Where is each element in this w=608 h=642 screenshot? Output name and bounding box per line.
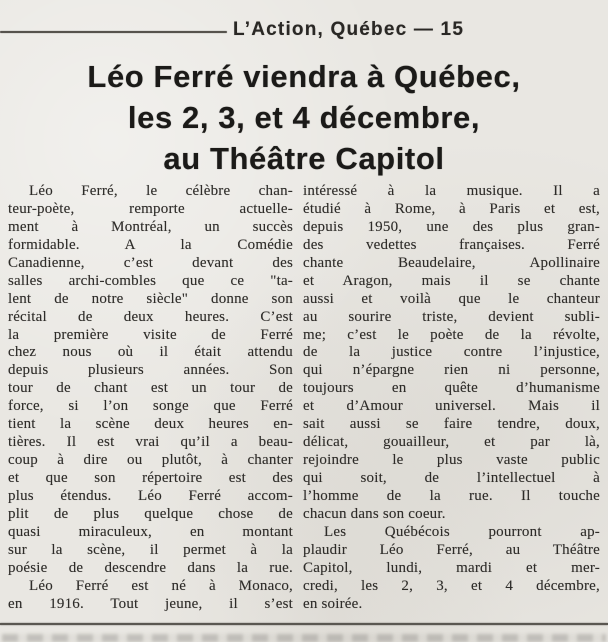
article-line: formidable. A la Comédie	[8, 236, 293, 253]
article-line: tières. Il est vrai qu’il a beau-	[8, 434, 293, 451]
article-line: qui n’épargne rien ni personne,	[303, 362, 600, 379]
article-line: Léo Ferré, le célèbre chan-	[29, 183, 293, 199]
article-line: tient la scène deux heures en-	[8, 416, 293, 433]
article-line: la première visite de Ferré	[8, 326, 293, 343]
article-line: salles archi-combles que ce "ta-	[8, 272, 293, 289]
article-line: aussi et voilà que le chanteur	[303, 290, 600, 307]
article-line: sur la scène, il permet à la	[8, 541, 293, 558]
article-line: tour de chant est un tour de	[8, 380, 293, 397]
article-line: au sourire triste, devient subli-	[303, 308, 600, 325]
article-line: ment à Montréal, un succès	[8, 218, 293, 235]
bottom-fragment-blurred-text	[2, 634, 606, 642]
article-line: me; c’est le poète de la révolte,	[303, 326, 600, 343]
article-line: intéressé à la musique. Il a	[303, 183, 600, 199]
headline-line-2: les 2, 3, et 4 décembre,	[127, 100, 481, 135]
masthead-title: L’Action, Québec — 15	[233, 19, 465, 40]
article-line: credi, les 2, 3, et 4 décembre,	[303, 577, 600, 594]
article-line: depuis plusieurs années. Son	[8, 362, 293, 379]
article-line: lent de notre siècle" donne son	[8, 290, 293, 307]
article-column-left	[8, 183, 293, 614]
article-body	[0, 183, 608, 614]
article-line: quasi miraculeux, en montant	[8, 523, 293, 540]
article-line: plus étendus. Léo Ferré accom-	[8, 487, 293, 504]
article-line: chez nous où il était attendu	[8, 344, 293, 361]
article-line: toujours en quête d’humanisme	[303, 380, 600, 397]
article-line: plit de plus quelque chose de	[8, 505, 293, 522]
article-line: depuis 1950, une des plus gran-	[303, 218, 600, 235]
article-line: étudié à Rome, à Paris et est,	[303, 200, 600, 217]
bottom-rule	[0, 623, 608, 625]
article-line: en 1916. Tout jeune, il s’est	[8, 595, 293, 612]
article-line: sait aussi se faire tendre, doux,	[303, 416, 600, 433]
article-line: teur-poète, remporte actuelle-	[8, 200, 293, 217]
article-line: poésie de descendre dans la rue.	[8, 559, 293, 576]
headline	[0, 56, 608, 179]
article-line: rejoindre le plus vaste public	[303, 452, 600, 469]
masthead-rule	[0, 31, 227, 33]
article-line: l’homme de la rue. Il touche	[303, 487, 600, 504]
article-line: des vedettes françaises. Ferré	[303, 236, 600, 253]
article-line: chacun dans son coeur.	[303, 505, 446, 522]
article-line: Capitol, lundi, mardi et mer-	[303, 559, 600, 576]
article-line: et Aragon, mais il se chante	[303, 272, 600, 289]
article-line: coup à dire ou plutôt, à chanter	[8, 452, 293, 469]
article-line: plaudir Léo Ferré, au Théâtre	[303, 541, 600, 558]
headline-line-1: Léo Ferré viendra à Québec,	[87, 59, 521, 94]
article-line: force, si l’on songe que Ferré	[8, 398, 293, 415]
headline-line-3: au Théâtre Capitol	[163, 141, 445, 176]
article-column-right	[303, 183, 600, 614]
article-line: en soirée.	[303, 595, 363, 612]
article-line: récital de deux heures. C’est	[8, 308, 293, 325]
article-line: chante Beaudelaire, Apollinaire	[303, 254, 600, 271]
article-line: et d’Amour universel. Mais il	[303, 398, 600, 415]
article-line: Canadienne, c’est devant des	[8, 254, 293, 271]
article-line: Les Québécois pourront ap-	[324, 523, 600, 540]
article-line: et que son répertoire est des	[8, 470, 293, 486]
article-line: délicat, gouailleur, et par là,	[303, 434, 600, 451]
article-line: de la justice contre l’injustice,	[303, 344, 600, 361]
article-line: Léo Ferré est né à Monaco,	[29, 577, 293, 594]
article-line: qui soit, de l’intellectuel à	[303, 470, 600, 486]
